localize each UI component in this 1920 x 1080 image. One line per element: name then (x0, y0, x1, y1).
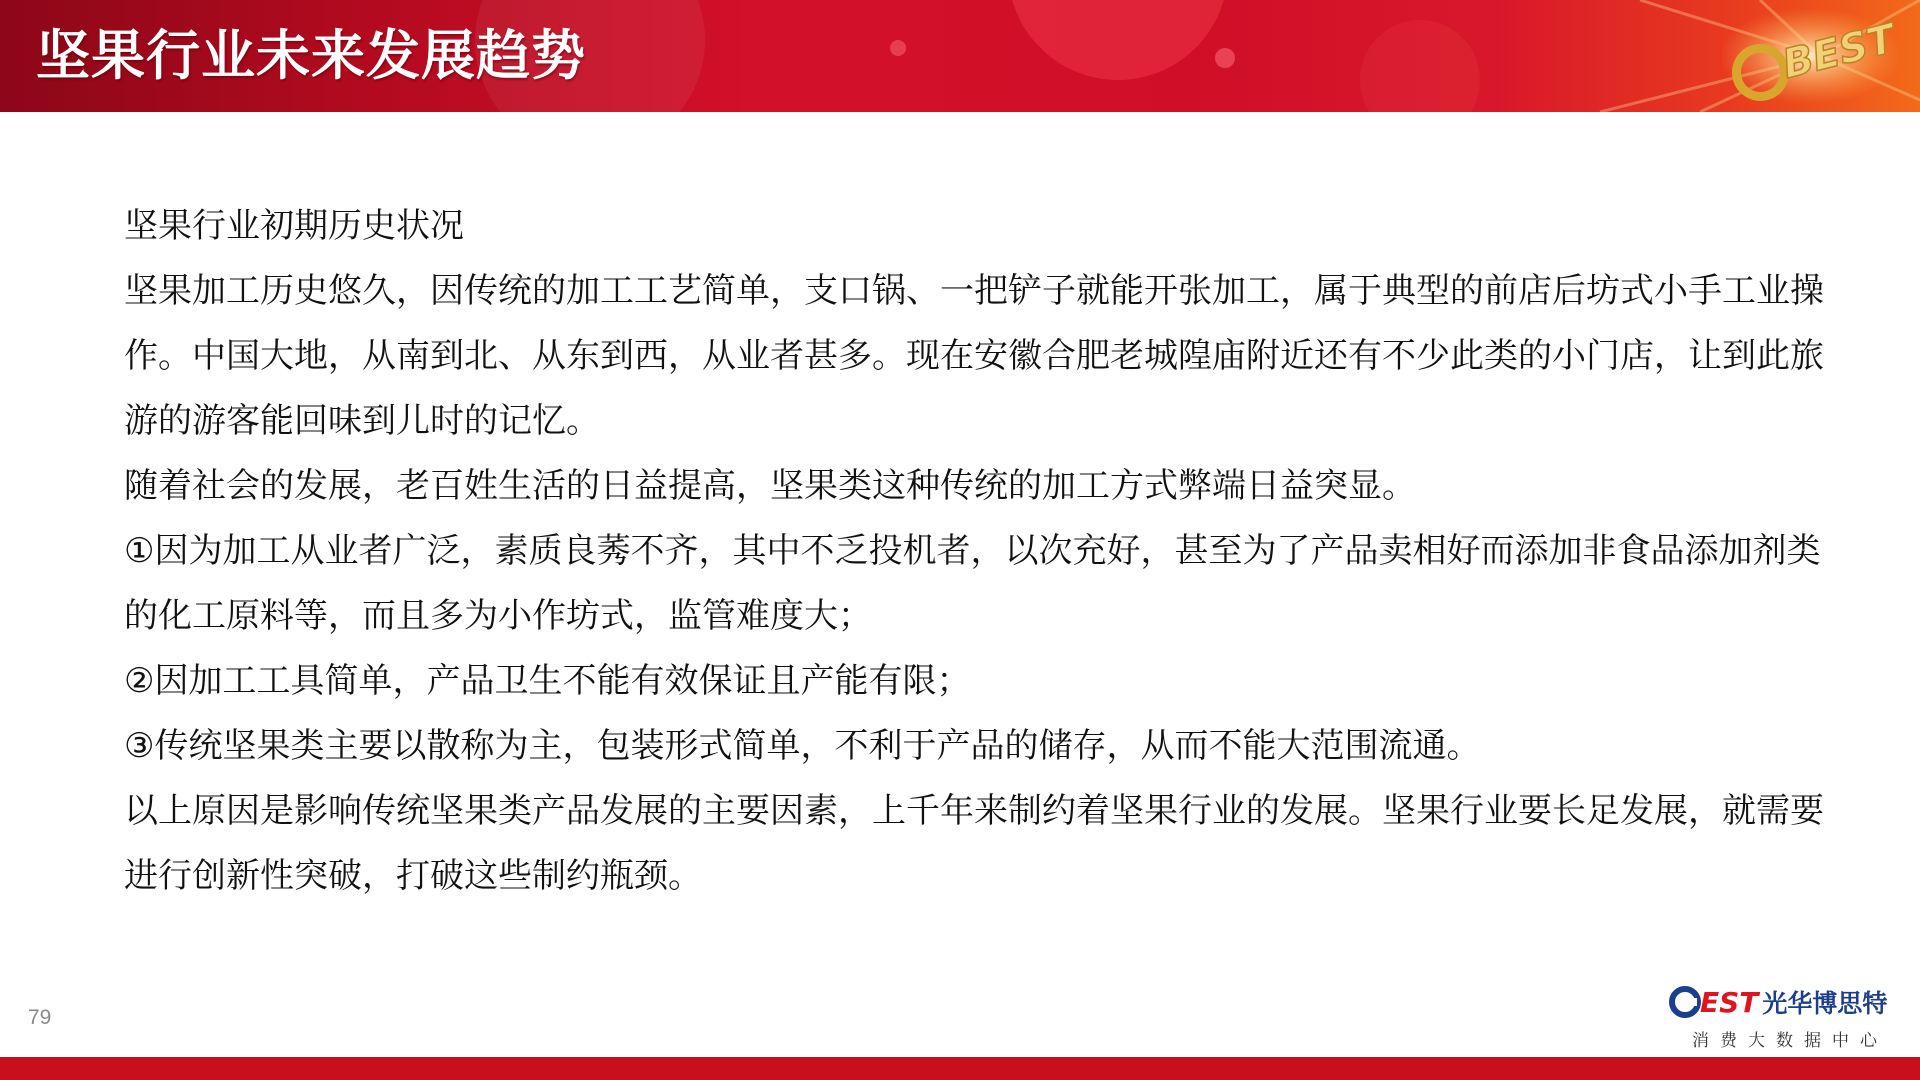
logo-est-text: EST (1700, 985, 1759, 1019)
slide-title: 坚果行业未来发展趋势 (36, 24, 586, 87)
page-number: 79 (28, 1006, 52, 1029)
bottom-bar (0, 1057, 1920, 1080)
best-logo-icon (1722, 6, 1908, 106)
paragraph-conclusion: 以上原因是影响传统坚果类产品发展的主要因素，上千年来制约着坚果行业的发展。坚果行业要长足发展，就需要进行创新性突破，打破这些制约瓶颈。 (124, 791, 1824, 896)
svg-text:BEST: BEST (1777, 15, 1900, 89)
title-banner (0, 0, 1920, 112)
logo-subtitle: 消费大数据中心 (1692, 1031, 1888, 1051)
paragraph-development: 随着社会的发展，老百姓生活的日益提高，坚果类这种传统的加工方式弊端日益突显。 (124, 466, 1416, 506)
paragraph-point-3: ③传统坚果类主要以散称为主，包装形式简单，不利于产品的储存，从而不能大范围流通。 (124, 726, 1481, 766)
body-text (124, 194, 1824, 909)
logo-company-name: 光华博思特 (1762, 989, 1888, 1018)
footer-logo (1668, 984, 1908, 1050)
paragraph-history: 坚果加工历史悠久，因传统的加工工艺简单，支口锅、一把铲子就能开张加工，属于典型的前店后坊式小手工业操作。中国大地，从南到北、从东到西，从业者甚多。现在安徽合肥老城隍庙附近还有不少此类的小门店，让到此旅游的游客能回味到儿时的记忆。 (124, 271, 1824, 441)
paragraph-point-2: ②因加工工具简单，产品卫生不能有效保证且产能有限； (124, 661, 971, 701)
paragraph-point-1: ①因为加工从业者广泛，素质良莠不齐，其中不乏投机者，以次充好，甚至为了产品卖相好而添加非食品添加剂类的化工原料等，而且多为小作坊式，监管难度大； (124, 531, 1821, 636)
section-heading: 坚果行业初期历史状况 (124, 206, 464, 246)
best-b-mark-icon (1668, 985, 1702, 1019)
footer-logo-main (1668, 984, 1887, 1024)
